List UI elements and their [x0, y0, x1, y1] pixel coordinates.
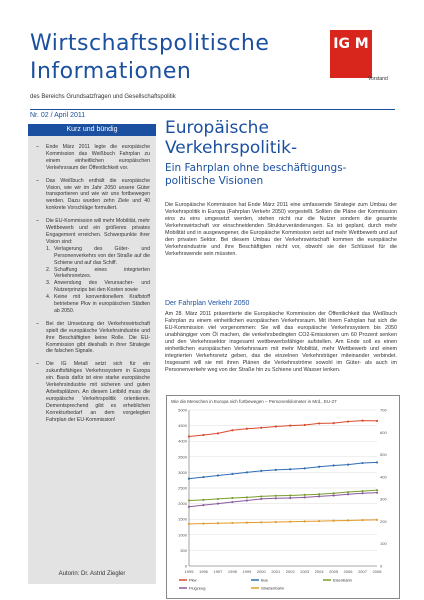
data-point: [231, 497, 233, 499]
publication-subtitle: des Bereichs Grundsatzfragen und Gesellschaftspolitik: [30, 94, 176, 100]
data-point: [289, 468, 291, 470]
data-point: [275, 497, 277, 499]
sublist-item-text: Verlagerung des Güter- und Personenverkehrs von der Straße auf die Schiene und auf das Schiff.: [54, 245, 150, 266]
summary-item: – Bei der Umsetzung der Verkehrswirtschaft spielt die europäische Verkehrsindustrie und ihre Beschäftigten keine Rolle. Die EU-Kommission gibt dieshalb in ihrer Strategie die falschen Signale.: [34, 321, 150, 356]
data-point: [246, 428, 248, 430]
y-tick-label: 1500: [178, 516, 187, 522]
summary-sidebar: [28, 124, 156, 584]
data-point: [202, 504, 204, 506]
data-point: [260, 498, 262, 500]
author-line: Autorin: Dr. Astrid Ziegler: [58, 571, 126, 577]
data-point: [318, 422, 320, 424]
publication-title: [30, 30, 330, 86]
data-point: [217, 503, 219, 505]
x-tick-label: 1999: [242, 569, 252, 574]
y2-tick-label: 0: [380, 563, 383, 569]
y2-tick-label: 500: [380, 452, 387, 458]
data-point: [188, 499, 190, 501]
data-point: [246, 499, 248, 501]
y2-tick-label: 400: [380, 474, 387, 480]
legend-label: Flugzeug: [189, 585, 206, 591]
legend-label: Pkw: [189, 577, 197, 583]
x-tick-label: 2004: [314, 569, 324, 574]
data-point: [275, 495, 277, 497]
data-point: [376, 461, 378, 463]
x-tick-label: 2002: [285, 569, 295, 574]
data-point: [202, 476, 204, 478]
sidebar-header: Kurz und bündig: [28, 124, 156, 136]
data-point: [246, 471, 248, 473]
data-point: [347, 464, 349, 466]
legend-label: Eisenbahn: [333, 577, 352, 583]
data-point: [231, 429, 233, 431]
data-point: [347, 491, 349, 493]
data-point: [318, 495, 320, 497]
data-point: [376, 489, 378, 491]
data-point: [231, 501, 233, 503]
publication-title-line1: Wirtschaftspolitische: [30, 31, 270, 56]
article-title-line2: Verkehrspolitik-: [165, 138, 298, 158]
summary-item-text: Die EU-Kommission will mehr Mobilität, mehr Wettbewerb und ein größeres privates Engagement erreichen. Schwerpunkte ihrer Vision sind:: [46, 218, 150, 245]
data-point: [289, 497, 291, 499]
data-point: [260, 521, 262, 523]
data-point: [217, 432, 219, 434]
y2-tick-label: 100: [380, 541, 387, 547]
summary-list: [34, 144, 150, 430]
sublist-item: 4. Keine mit konventionellem Kraftstoff betriebene Pkw in europäischen Städten ab 2050.: [46, 294, 150, 314]
article-title-line1: Europäische: [165, 118, 269, 138]
x-tick-label: 1996: [199, 569, 208, 574]
data-point: [217, 498, 219, 500]
data-point: [318, 466, 320, 468]
data-point: [361, 490, 363, 492]
section-text: Am 28. März 2011 präsentierte die Europäische Kommission der Öffentlichkeit das Weißbuch Fahrplan zu einem einheitlichen europäischen Verkehrsraum. Mit ihrem Fahrplan hat sich die EU-Kommission viel vorgenommen: Sie will das europäische Verkehrssystem bis 2050 unabhängiger vom Öl machen, die verkehrsbedingten CO2-Emissionen um 60 Prozent senken und den Verkehrssektor insgesamt wettbewerbsfähiger aufstellen. Am Ende soll es einen einheitlichen europäischen Verkehrsraum mit mehr Mobilität, mehr Wettbewerb und einem integrierten Verkehrsnetz geben, das die einzelnen Verkehrsträger miteinander verbindet. Insgesamt will sie mit ihren Plänen die Verkehrsströme sowohl im Güter- als auch im Personenverkehr weg von der Straße hin zu Schiene und Wasser lenken.: [165, 311, 397, 373]
data-point: [361, 462, 363, 464]
data-point: [304, 424, 306, 426]
y-tick-label: 2000: [178, 501, 187, 507]
data-point: [260, 427, 262, 429]
data-point: [333, 520, 335, 522]
data-point: [188, 435, 190, 437]
article-intro: Die Europäische Kommission hat Ende März 2011 eine umfassende Strategie zum Umbau der Verkehrspolitik in Europa (Fahrplan Verkehr 2050) vorgestellt. Sollten die Pläne der Kommission eins zu eins umgesetzt werden, stehen nicht nur die Nutzer sondern die gesamte Verkehrswirtschaft vor einschneidenden Strukturveränderungen. Es ist geplant, durch mehr Mobilität und in ausgewogener, die Europäische Kommission setzt auf mehr Wettbewerb und auf den privaten Sektor. Bei diesem Umbau der Verkehrswirtschaft kommen die europäische Verkehrsindustrie und ihre Beschäftigten nicht vor, obwohl sie der Schlüssel für die Verkehrswende sein müssten.: [165, 202, 397, 257]
x-tick-label: 2001: [271, 569, 281, 574]
data-point: [217, 522, 219, 524]
data-point: [333, 494, 335, 496]
data-point: [347, 420, 349, 422]
x-tick-label: 2003: [300, 569, 310, 574]
data-point: [231, 522, 233, 524]
x-tick-label: 1995: [184, 569, 194, 574]
data-point: [202, 522, 204, 524]
y2-tick-label: 700: [380, 407, 387, 413]
summary-item: – Das Weißbuch enthält die europäische Vision, wie wir im Jahr 2050 unsere Güter transportieren und wie wir uns fortbewegen werden. Dazu wurden zehn Ziele und 40 konkrete Vorschläge formuliert.: [34, 178, 150, 213]
chart-title: Wie die Menschen in Europa sich fortbewegen – Personenkilometer in Mrd., EU-27: [171, 399, 337, 404]
issue-number: Nr. 02 / April 2011: [30, 112, 86, 119]
data-point: [376, 492, 378, 494]
data-point: [361, 420, 363, 422]
y-tick-label: 5000: [178, 407, 187, 413]
sublist-item-text: Anwendung des Verursacher- und Nutzerprinzips bei den Kosten sowie: [54, 280, 150, 294]
data-point: [202, 499, 204, 501]
data-point: [202, 434, 204, 436]
data-point: [347, 493, 349, 495]
data-point: [231, 473, 233, 475]
y2-tick-label: 300: [380, 496, 387, 502]
data-point: [333, 492, 335, 494]
y2-tick-label: 200: [380, 518, 387, 524]
x-tick-label: 1997: [213, 569, 223, 574]
data-point: [188, 478, 190, 480]
data-point: [361, 519, 363, 521]
sublist-item: 2. Schaffung eines integrierten Verkehrsnetzes.: [46, 266, 150, 280]
y-tick-label: 4500: [178, 423, 187, 429]
sublist-item-text: Schaffung eines integrierten Verkehrsnetzes.: [54, 266, 150, 280]
x-tick-label: 1998: [227, 569, 237, 574]
y-tick-label: 2500: [178, 485, 187, 491]
data-point: [376, 519, 378, 521]
section-heading: Der Fahrplan Verkehr 2050: [165, 300, 250, 307]
data-point: [318, 493, 320, 495]
sublist-item-text: Keine mit konventionellem Kraftstoff betriebene Pkw in europäischen Städten ab 2050.: [54, 294, 150, 314]
data-point: [246, 496, 248, 498]
logo-caption: Vorstand: [368, 76, 388, 82]
data-point: [275, 425, 277, 427]
header-divider: [30, 109, 395, 110]
y-tick-label: 0: [184, 563, 187, 569]
article-subtitle-line1: Ein Fahrplan ohne beschäftigungs-: [165, 162, 347, 174]
data-point: [304, 467, 306, 469]
data-point: [304, 496, 306, 498]
passenger-chart: [166, 395, 400, 599]
data-point: [318, 520, 320, 522]
x-tick-label: 2000: [256, 569, 266, 574]
data-point: [260, 495, 262, 497]
legend-label: Straßenbahn: [261, 585, 285, 591]
data-point: [376, 420, 378, 422]
data-point: [289, 494, 291, 496]
article-subtitle-line2: politische Visionen: [165, 174, 264, 187]
article-title: [165, 118, 400, 158]
chart-plot: [167, 396, 399, 598]
article-subtitle: [165, 162, 400, 187]
data-point: [275, 469, 277, 471]
sublist-item: 3. Anwendung des Verursacher- und Nutzerprinzips bei den Kosten sowie: [46, 280, 150, 294]
data-point: [246, 522, 248, 524]
data-point: [188, 523, 190, 525]
ig-metall-logo: [330, 30, 372, 78]
data-point: [304, 494, 306, 496]
data-point: [217, 474, 219, 476]
y2-tick-label: 600: [380, 429, 387, 435]
x-tick-label: 2007: [358, 569, 367, 574]
data-point: [260, 470, 262, 472]
summary-item: [34, 218, 150, 315]
publication-title-line2: Informationen: [30, 59, 192, 84]
logo-letters: IG M: [333, 36, 369, 52]
y-tick-label: 1000: [178, 532, 187, 538]
y-tick-label: 3500: [178, 454, 187, 460]
data-point: [361, 492, 363, 494]
y-tick-label: 3000: [178, 469, 187, 475]
data-point: [333, 422, 335, 424]
sublist-item: 1. Verlagerung des Güter- und Personenverkehrs von der Straße auf die Schiene und auf das Schiff.: [46, 245, 150, 266]
x-tick-label: 2005: [329, 569, 339, 574]
data-point: [347, 519, 349, 521]
data-point: [275, 521, 277, 523]
data-point: [333, 464, 335, 466]
legend-label: Bus: [261, 577, 268, 583]
y-tick-label: 500: [180, 547, 187, 553]
data-point: [188, 506, 190, 508]
summary-sublist: [46, 246, 150, 315]
data-point: [289, 521, 291, 523]
data-point: [304, 520, 306, 522]
y-tick-label: 4000: [178, 438, 187, 444]
summary-item: – Die IG Metall setzt sich für ein zukunftsfähiges Verkehrssystem in Europa ein. Basis dafür ist eine starke europäische Verkehrsindustrie mit sicheren und guten Arbeitsplätzen. An diesem Leitbild muss die europäische Verkehrspolitik orientieren. Dementsprechend gibt es erheblichen Korrekturbedarf an dem vorgelegten Fahrplan der EU-Kommission!: [34, 361, 150, 423]
data-point: [289, 425, 291, 427]
x-tick-label: 2008: [372, 569, 382, 574]
summary-item: – Ende März 2011 legte die europäische Kommission das Weißbuch Fahrplan zu einem einheitlichen europäischen Verkehrsraum der Öffentlichkeit vor.: [34, 144, 150, 172]
x-tick-label: 2006: [343, 569, 353, 574]
